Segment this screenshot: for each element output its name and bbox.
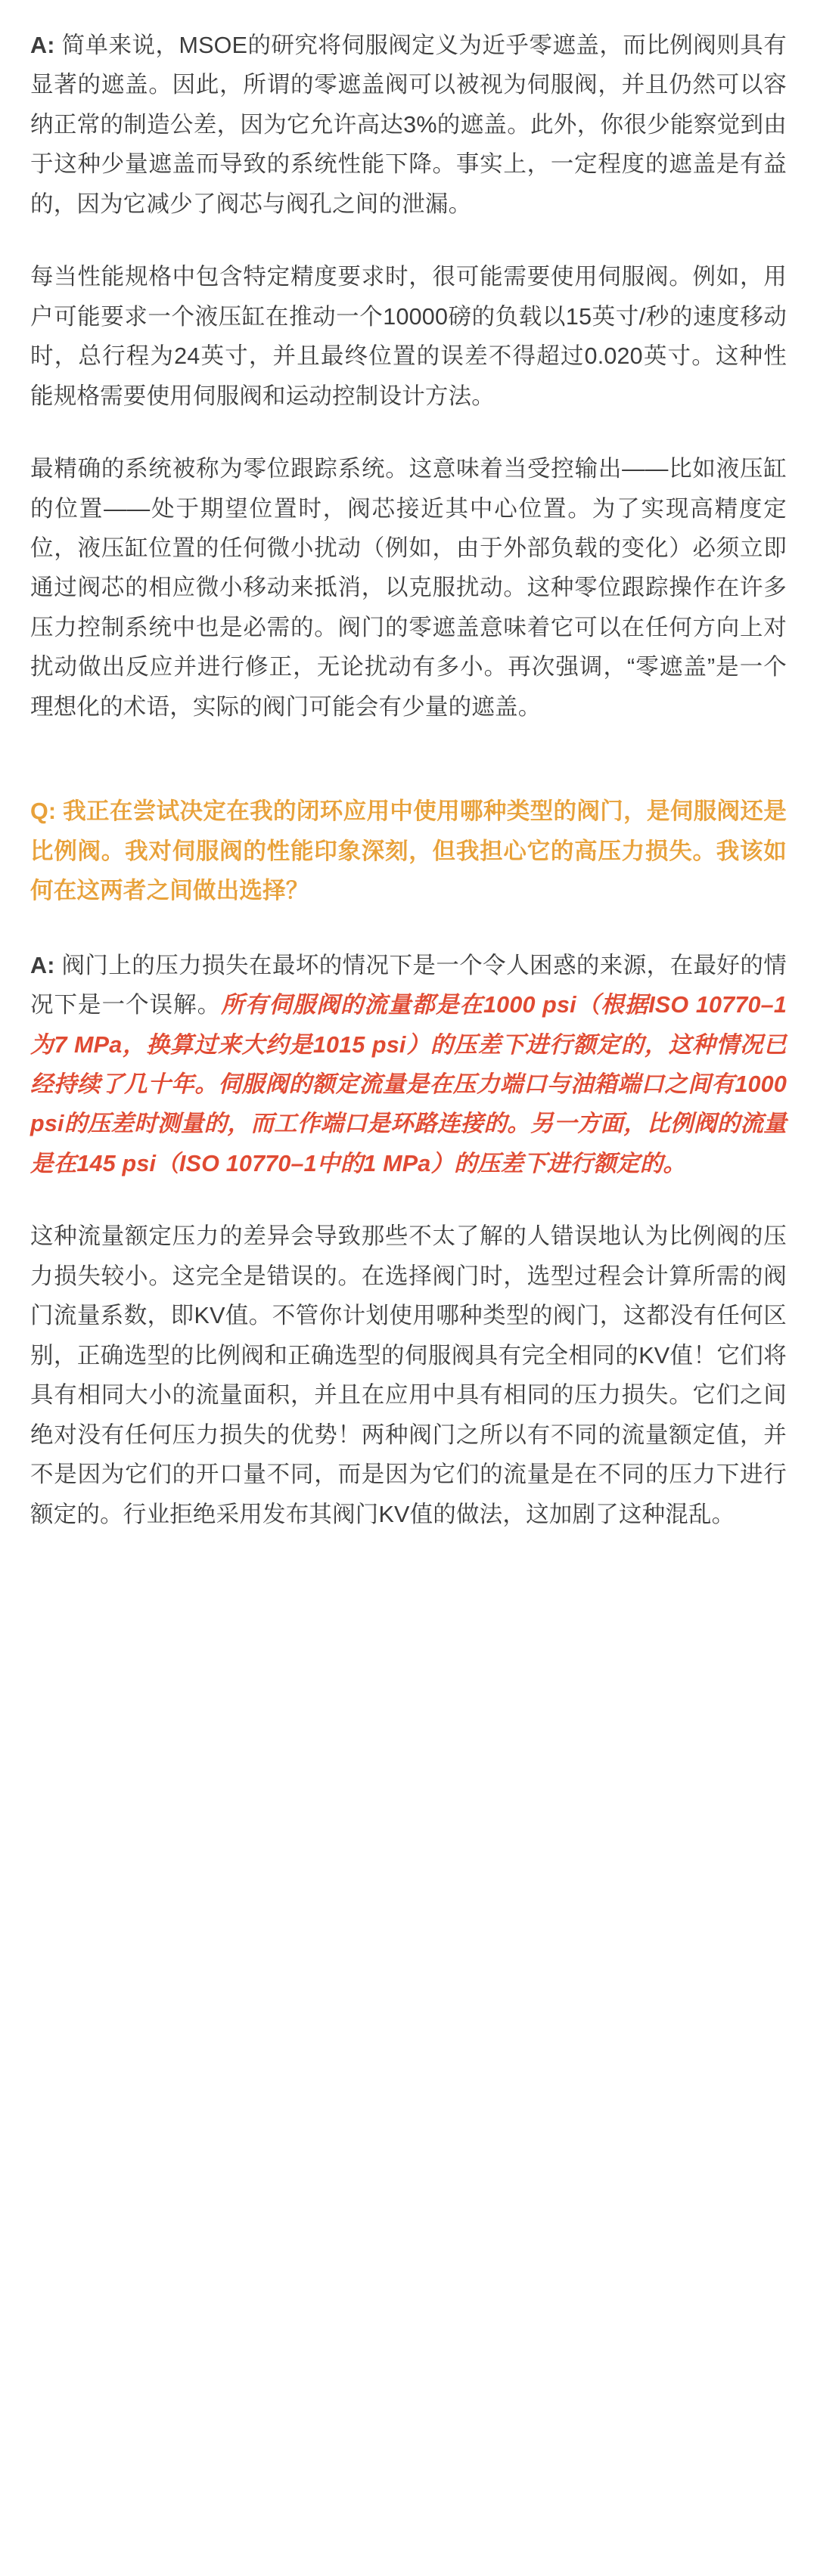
answer-paragraph xyxy=(30,946,787,1184)
answer-text-highlight: 所有伺服阀的流量都是在1000 psi（根据ISO 10770–1为7 MPa，换算过来大约是1015 psi）的压差下进行额定的，这种情况已经持续了几十年。伺服阀的额定流量是在压力端口与油箱端口之间有1000 psi的压差时测量的，而工作端口是环路连接的。另一方面，比例阀的流量是在145 psi（ISO 10770–1中的1 MPa）的压差下进行额定的。 xyxy=(30,992,787,1176)
answer-text: 简单来说，MSOE的研究将伺服阀定义为近乎零遮盖，而比例阀则具有显著的遮盖。因此，所谓的零遮盖阀可以被视为伺服阀，并且仍然可以容纳正常的制造公差，因为它允许高达3%的遮盖。此外，你很少能察觉到由于这种少量遮盖而导致的系统性能下降。事实上，一定程度的遮盖是有益的，因为它减少了阀芯与阀孔之间的泄漏。 xyxy=(30,33,787,217)
answer-paragraph: 每当性能规格中包含特定精度要求时，很可能需要使用伺服阀。例如，用户可能要求一个液压缸在推动一个10000磅的负载以15英寸/秒的速度移动时，总行程为24英寸，并且最终位置的误差不得超过0.020英寸。这种性能规格需要使用伺服阀和运动控制设计方法。 xyxy=(30,264,787,409)
answer-label: A: xyxy=(30,33,55,58)
question-label: Q: xyxy=(30,798,57,825)
question-text: 我正在尝试决定在我的闭环应用中使用哪种类型的阀门，是伺服阀还是比例阀。我对伺服阀的性能印象深刻，但我担心它的高压力损失。我该如何在这两者之间做出选择？ xyxy=(30,798,787,904)
answer-text-normal: 阀门上的压力损失在最坏的情况下是一个令人困惑的来源，在最好的情况下是一个误解。 xyxy=(30,952,787,1018)
answer-block-1 xyxy=(30,26,787,727)
section-spacer xyxy=(30,761,787,792)
answer-paragraph xyxy=(30,26,787,224)
answer-paragraph: 最精确的系统被称为零位跟踪系统。这意味着当受控输出——比如液压缸的位置——处于期望位置时，阀芯接近其中心位置。为了实现高精度定位，液压缸位置的任何微小扰动（例如，由于外部负载的变化）必须立即通过阀芯的相应微小移动来抵消，以克服扰动。这种零位跟踪操作在许多压力控制系统中也是必需的。阀门的零遮盖意味着它可以在任何方向上对扰动做出反应并进行修正，无论扰动有多小。再次强调，“零遮盖”是一个理想化的术语，实际的阀门可能会有少量的遮盖。 xyxy=(30,456,787,720)
answer-paragraph: 这种流量额定压力的差异会导致那些不太了解的人错误地认为比例阀的压力损失较小。这完全是错误的。在选择阀门时，选型过程会计算所需的阀门流量系数，即KV值。不管你计划使用哪种类型的阀门，这都没有任何区别，正确选型的比例阀和正确选型的伺服阀具有完全相同的KV值！它们将具有相同大小的流量面积，并且在应用中具有相同的压力损失。它们之间绝对没有任何压力损失的优势！两种阀门之所以有不同的流量额定值，并不是因为它们的开口量不同，而是因为它们的流量是在不同的压力下进行额定的。行业拒绝采用发布其阀门KV值的做法，这加剧了这种混乱。 xyxy=(30,1223,787,1527)
question-block-1 xyxy=(30,792,787,910)
question-paragraph xyxy=(30,792,787,910)
answer-label: A: xyxy=(30,952,55,978)
answer-block-2 xyxy=(30,946,787,1534)
